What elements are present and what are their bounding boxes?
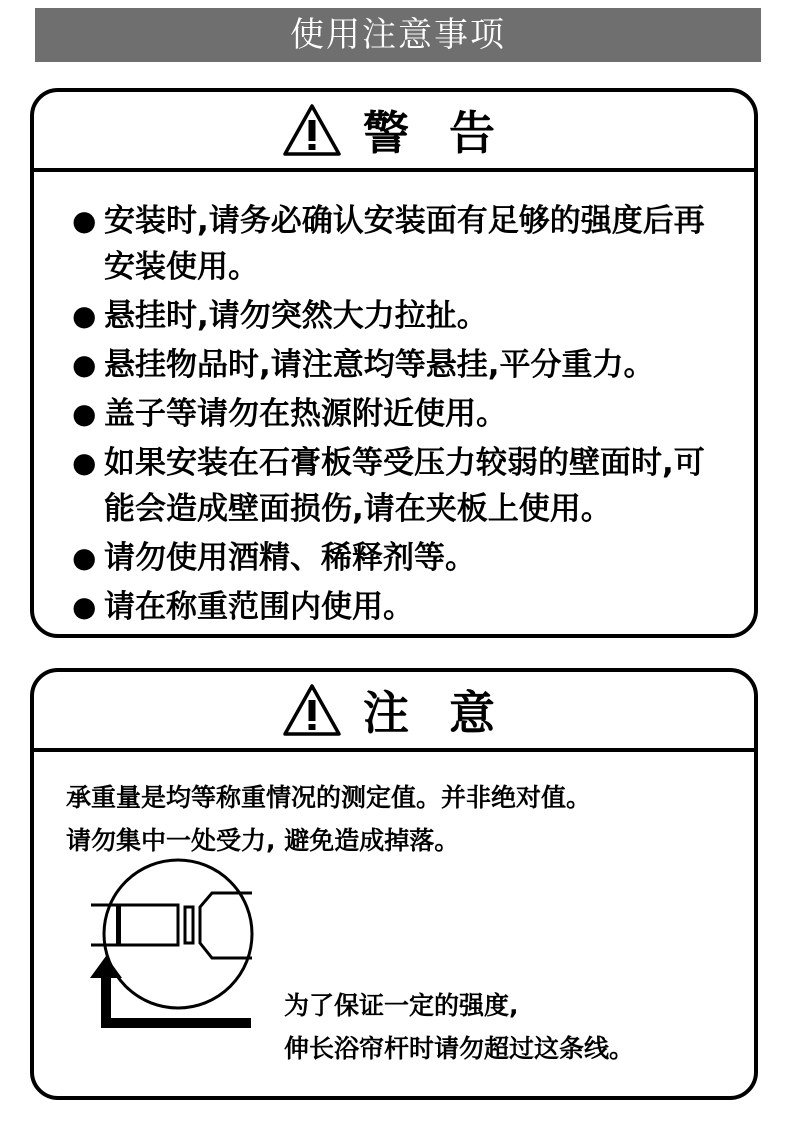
warning-box [30, 88, 758, 638]
caution-header [34, 672, 754, 752]
caption-line: 为了保证一定的强度, [284, 991, 519, 1020]
list-item: ● 请勿使用酒精、稀释剂等。 [72, 535, 734, 581]
caution-box [30, 668, 758, 1100]
note-line: 承重量是均等称重情况的测定值。并非绝对值。 [66, 783, 592, 812]
bullet-icon: ● [72, 541, 97, 574]
page-title: 使用注意事项 [35, 8, 761, 62]
warning-heading: 警 告 [362, 106, 507, 160]
bullet-icon: ● [72, 590, 97, 623]
list-item: ● 如果安装在石膏板等受压力较弱的壁面时,可能会造成壁面损伤,请在夹板上使用。 [72, 440, 734, 532]
arrow-icon [90, 956, 122, 978]
bullet-icon: ● [72, 446, 97, 479]
list-item: ● 悬挂时,请勿突然大力拉扯。 [72, 293, 734, 339]
bullet-icon: ● [72, 397, 97, 430]
warning-list [34, 172, 754, 630]
limit-line [116, 905, 121, 945]
list-item: ● 请在称重范围内使用。 [72, 584, 734, 630]
diagram-caption [284, 984, 634, 1070]
warning-triangle-icon [281, 102, 343, 158]
list-item: ● 安装时,请务必确认安装面有足够的强度后再安装使用。 [72, 198, 734, 290]
list-item: ● 悬挂物品时,请注意均等悬挂,平分重力。 [72, 342, 734, 388]
caution-note [66, 776, 591, 862]
caption-line: 伸长浴帘杆时请勿超过这条线。 [284, 1034, 635, 1063]
caution-heading: 注 意 [362, 686, 507, 740]
rod-cap [185, 907, 193, 943]
rod-extension-diagram [86, 858, 266, 1048]
note-line: 请勿集中一处受力, 避免造成掉落。 [66, 826, 460, 855]
bullet-icon: ● [72, 348, 97, 381]
warning-triangle-icon [281, 682, 343, 738]
arrow-base [101, 1018, 251, 1028]
list-item: ● 盖子等请勿在热源附近使用。 [72, 391, 734, 437]
bullet-icon: ● [72, 204, 97, 237]
warning-header [34, 92, 754, 172]
bullet-icon: ● [72, 299, 97, 332]
